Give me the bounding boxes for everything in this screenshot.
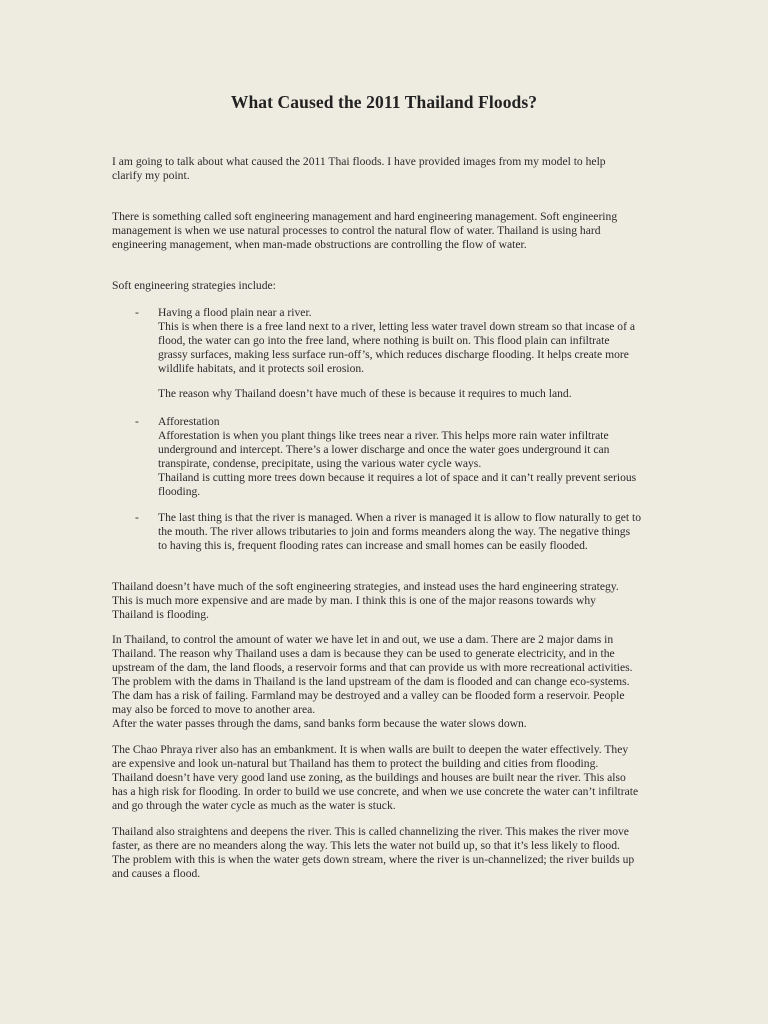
paragraph-dams: In Thailand, to control the amount of water we have let in and out, we use a dam. There are 2 major dams in Thailand. The reason why Thailand uses a dam is because they can be used to generate electricity, and in the upstream of the dam, the land floods, a reservoir forms and that can provide us with more recreational activities. The problem with the dams in Thailand is the land upstream of the dam is flooded and can change eco-systems. The dam has a risk of failing. Farmland may be destroyed and a valley can be flooded form a reservoir. People may also be forced to move to another area. After the water passes through the dams, sand banks form because the water slows down. bbox=[112, 633, 633, 730]
bullet-marker: - bbox=[135, 306, 139, 319]
paragraph-hard-engineering: Thailand doesn’t have much of the soft engineering strategies, and instead uses the hard engineering strategy. This is much more expensive and are made by man. I think this is one of the major reasons towards why Thailand is flooding. bbox=[112, 580, 619, 621]
bullet-item-afforestation: Afforestation Afforestation is when you plant things like trees near a river. This helps more rain water infiltrate underground and intercept. There’s a lower discharge and once the water goes underground it can transpirate, condense, precipitate, using the various water cycle ways. Thailand is cutting more trees down because it requires a lot of space and it can’t really prevent serious flooding. bbox=[158, 415, 637, 498]
bullet-item-flood-plain-note: The reason why Thailand doesn’t have much of these is because it requires to much land. bbox=[158, 387, 572, 400]
bullet-marker: - bbox=[135, 511, 139, 524]
document-title: What Caused the 2011 Thailand Floods? bbox=[230, 92, 538, 112]
bullet-item-flood-plain: Having a flood plain near a river. This is when there is a free land next to a river, letting less water travel down stream so that incase of a flood, the water can go into the free land, where nothing is built on. This flood plain can infiltrate grassy surfaces, making less surface run-off’s, which reduces discharge flooding. It helps create more wildlife habitats, and it protects soil erosion. bbox=[158, 306, 635, 375]
paragraph-embankment: The Chao Phraya river also has an embankment. It is when walls are built to deepen the water effectively. They are expensive and look un-natural but Thailand has them to protect the building and cities from flooding. Thailand doesn’t have very good land use zoning, as the buildings and houses are built near the river. This also has a high risk for flooding. In order to build we use concrete, and when we use concrete the water can’t infiltrate and go through the water cycle as much as the water is stuck. bbox=[112, 743, 639, 812]
bullet-item-managed-river: The last thing is that the river is managed. When a river is managed it is allow to flow naturally to get to the mouth. The river allows tributaries to join and forms meanders along the way. The negative things to having this is, frequent flooding rates can increase and small homes can be easily flooded. bbox=[158, 511, 642, 552]
paragraph-channelizing: Thailand also straightens and deepens the river. This is called channelizing the river. This makes the river move faster, as there are no meanders along the way. This lets the water not build up, so that it’s less likely to flood. The problem with this is when the water gets down stream, where the river is un-channelized; the river builds up and causes a flood. bbox=[112, 825, 635, 880]
strategies-heading: Soft engineering strategies include: bbox=[112, 279, 276, 292]
soft-hard-paragraph: There is something called soft engineering management and hard engineering management. Soft engineering management is when we use natural processes to control the natural flow of water. Thailand is using hard engineering management, when man-made obstructions are controlling the flow of water. bbox=[112, 210, 618, 251]
intro-paragraph: I am going to talk about what caused the 2011 Thai floods. I have provided images from my model to help clarify my point. bbox=[112, 155, 606, 182]
bullet-marker: - bbox=[135, 415, 139, 428]
